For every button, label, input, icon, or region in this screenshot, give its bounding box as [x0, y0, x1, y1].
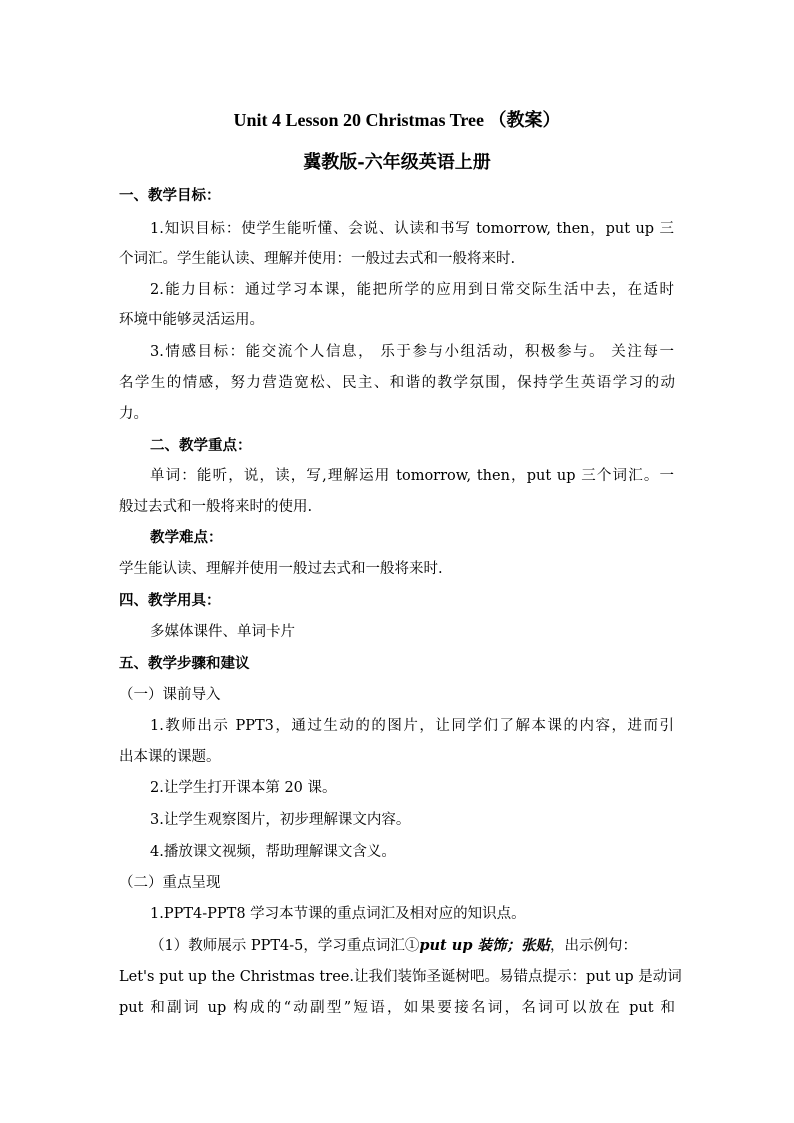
presentation-step-1: 1.PPT4-PPT8 学习本节课的重点词汇及相对应的知识点。 [150, 906, 526, 922]
difficulties-text: 学生能认读、理解并使用一般过去式和一般将来时. [119, 561, 443, 577]
intro-step-1-line-1: 1.教师出示 PPT3，通过生动的的图片，让同学们了解本课的内容，进而引 [150, 718, 674, 734]
intro-step-1-line-2: 出本课的课题。 [119, 749, 221, 765]
objective-emotion-line-1: 3.情感目标：能交流个人信息， 乐于参与小组活动，积极参与。 关注每一 [150, 344, 674, 360]
heading-teaching-steps: 五、教学步骤和建议 [119, 655, 250, 672]
objective-emotion-line-3: 力。 [119, 406, 148, 422]
heading-teaching-objectives: 一、教学目标： [119, 187, 221, 204]
step-1-1-keyword: put up 装饰；张贴 [419, 937, 551, 954]
objective-knowledge-line-1: 1.知识目标：使学生能听懂、会说、认读和书写 tomorrow, then，put up 三 [150, 221, 674, 237]
intro-step-2: 2.让学生打开课本第 20 课。 [150, 780, 337, 796]
document-subtitle: 冀教版-六年级英语上册 [303, 152, 491, 173]
key-points-line-2: 般过去式和一般将来时的使用. [119, 499, 313, 515]
heading-key-points: 二、教学重点： [150, 437, 252, 454]
objective-knowledge-line-2: 个词汇。学生能认读、理解并使用：一般过去式和一般将来时. [119, 251, 516, 267]
objective-ability-line-1: 2.能力目标：通过学习本课，能把所学的应用到日常交际生活中去，在适时 [150, 282, 674, 298]
step-1-1-text-a: （1）教师展示 PPT4-5，学习重点词汇① [150, 938, 420, 954]
objective-ability-line-2: 环境中能够灵活运用。 [119, 312, 264, 328]
objective-emotion-line-2: 名学生的情感，努力营造宽松、民主、和谐的教学氛围，保持学生英语学习的动 [119, 375, 675, 391]
intro-step-3: 3.让学生观察图片，初步理解课文内容。 [150, 812, 411, 828]
intro-step-4: 4.播放课文视频，帮助理解课文含义。 [150, 844, 396, 860]
presentation-step-1-1 [150, 936, 637, 956]
example-sentence-line: Let's put up the Christmas tree.让我们装饰圣诞树吧。易错点提示：put up 是动词 [119, 969, 682, 985]
heading-teaching-aids: 四、教学用具： [119, 592, 221, 609]
document-title: Unit 4 Lesson 20 Christmas Tree （教案） [233, 110, 561, 130]
heading-difficulties: 教学难点： [150, 529, 223, 546]
step-1-1-text-c: ，出示例句： [550, 938, 638, 954]
phrase-explanation-line: put 和副词 up 构成的“动副型”短语，如果要接名词，名词可以放在 put 和 [119, 1000, 675, 1016]
teaching-aids-text: 多媒体课件、单词卡片 [150, 624, 295, 640]
key-points-line-1: 单词：能听，说，读，写,理解运用 tomorrow, then，put up 三个词汇。一 [150, 468, 674, 484]
section-pre-class-intro: （一）课前导入 [119, 687, 221, 703]
section-key-presentation: （二）重点呈现 [119, 875, 221, 891]
